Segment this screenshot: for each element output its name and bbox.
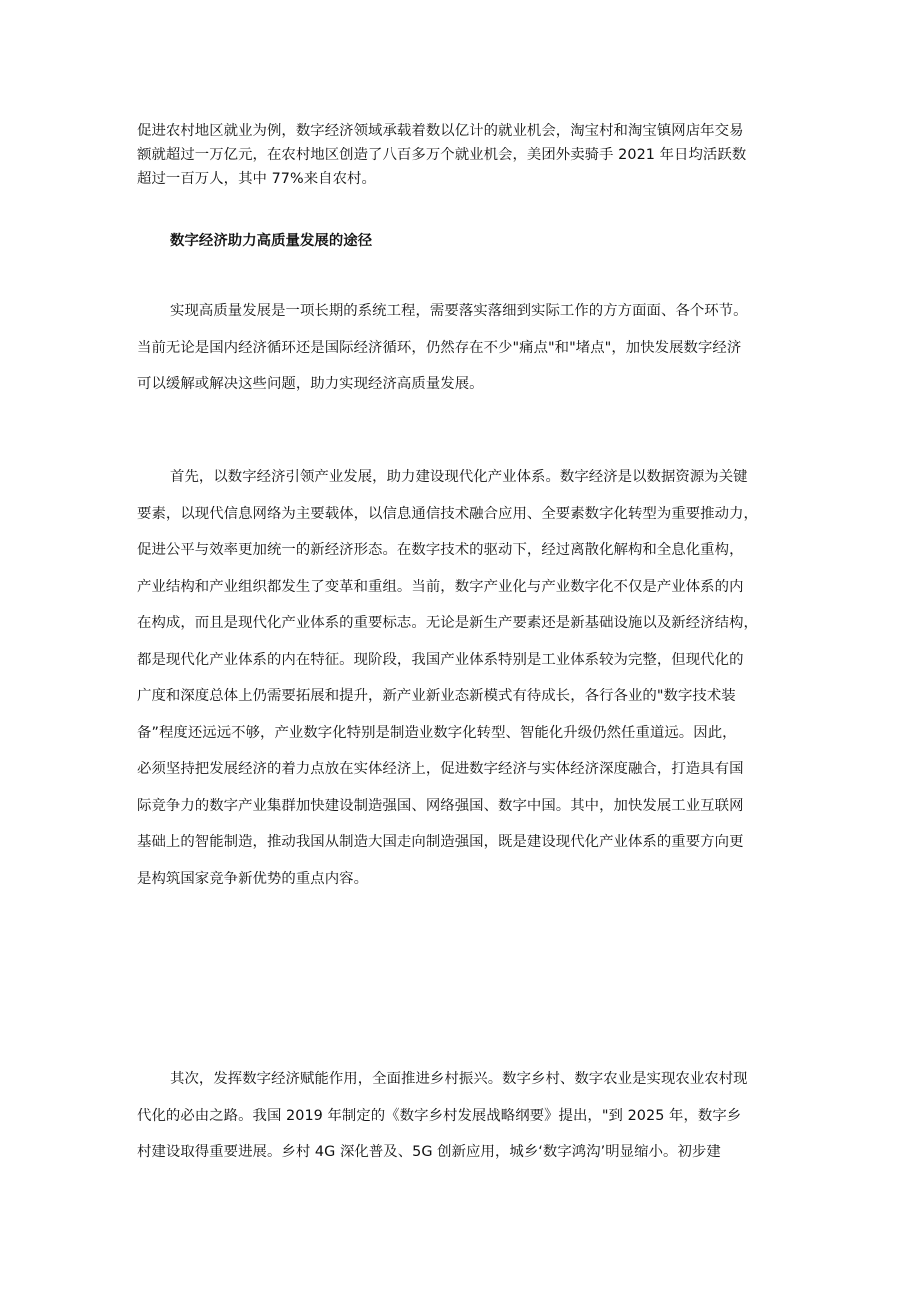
text-line: 村建设取得重要进展。乡村 4G 深化普及、5G 创新应用，城乡‘数字鸿沟’明显缩小。初步建	[137, 1144, 721, 1160]
text-line: 可以缓解或解决这些问题，助力实现经济高质量发展。	[137, 376, 484, 392]
text-line: 代化的必由之路。我国 2019 年制定的《数字乡村发展战略纲要》提出，"到 2025 年，数字乡	[137, 1107, 742, 1124]
text-line: 首先，以数字经济引领产业发展，助力建设现代化产业体系。数字经济是以数据资源为关键	[170, 469, 748, 485]
text-line: 其次，发挥数字经济赋能作用，全面推进乡村振兴。数字乡村、数字农业是实现农业农村现	[170, 1071, 748, 1087]
text-line: 超过一百万人，其中 77%来自农村。	[137, 171, 376, 187]
text-line: 是构筑国家竞争新优势的重点内容。	[137, 870, 369, 887]
text-line: 基础上的智能制造，推动我国从制造大国走向制造强国，既是建设现代化产业体系的重要方向更	[137, 834, 744, 850]
heading-text: 数字经济助力高质量发展的途径	[170, 233, 373, 249]
paragraph-rural-revitalization	[137, 1061, 797, 1171]
text-line: 当前无论是国内经济循环还是国际经济循环，仍然存在不少"痛点"和"堵点"，加快发展数字经济	[137, 339, 742, 356]
text-line: 备”程度还远远不够，产业数字化特别是制造业数字化转型、智能化升级仍然任重道远。因此，	[137, 724, 737, 741]
text-line: 产业结构和产业组织都发生了变革和重组。当前，数字产业化与产业数字化不仅是产业体系的内	[137, 578, 744, 595]
text-line: 都是现代化产业体系的内在特征。现阶段，我国产业体系特别是工业体系较为完整，但现代化的	[137, 651, 744, 668]
text-line: 际竞争力的数字产业集群加快建设制造强国、网络强国、数字中国。其中，加快发展工业互联网	[137, 797, 744, 814]
text-line: 在构成，而且是现代化产业体系的重要标志。无论是新生产要素还是新基础设施以及新经济结构，	[137, 615, 758, 631]
section-heading	[137, 229, 830, 253]
paragraph-high-quality-development	[137, 293, 797, 403]
text-line: 额就超过一万亿元，在农村地区创造了八百多万个就业机会，美团外卖骑手 2021 年日均活跃数	[137, 147, 747, 163]
text-line: 必须坚持把发展经济的着力点放在实体经济上，促进数字经济与实体经济深度融合，打造具有国	[137, 761, 744, 777]
text-line: 要素，以现代信息网络为主要载体，以信息通信技术融合应用、全要素数字化转型为重要推动力，	[137, 505, 758, 522]
paragraph-rural-employment	[137, 119, 797, 191]
paragraph-modern-industry	[137, 459, 797, 897]
text-line: 促进农村地区就业为例，数字经济领域承载着数以亿计的就业机会，淘宝村和淘宝镇网店年交易	[137, 123, 744, 139]
text-line: 实现高质量发展是一项长期的系统工程，需要落实落细到实际工作的方方面面、各个环节。	[170, 303, 748, 319]
text-line: 广度和深度总体上仍需要拓展和提升，新产业新业态新模式有待成长，各行各业的"数字技术装	[137, 688, 736, 704]
text-line: 促进公平与效率更加统一的新经济形态。在数字技术的驱动下，经过离散化解构和全息化重构，	[137, 542, 744, 558]
